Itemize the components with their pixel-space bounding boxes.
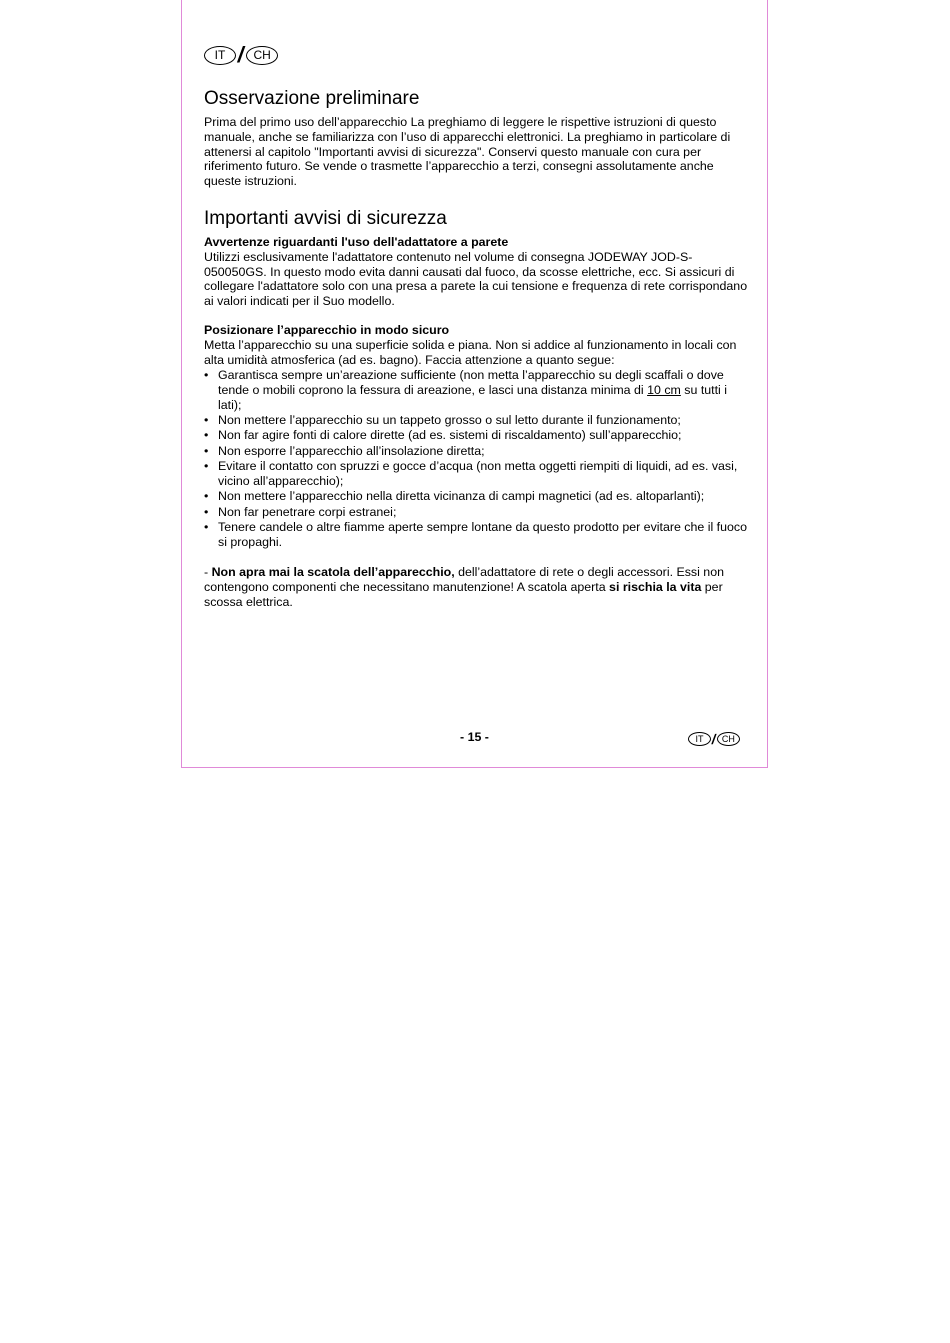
lang-slash: / — [235, 42, 247, 67]
list-item: • Evitare il contatto con spruzzi e gocce d’acqua (non metta oggetti riempiti di liquidi, ad es. vasi, vicino all’apparecchio); — [204, 459, 750, 489]
adapter-warning-block — [204, 235, 750, 309]
positioning-text: Metta l’apparecchio su una superficie solida e piana. Non si addice al funzionamento in locali con alta umidità atmosferica (ad es. bagno). Faccia attenzione a quanto segue: — [204, 337, 737, 367]
lang-ch-oval: CH — [246, 46, 278, 65]
positioning-heading: Posizionare l’apparecchio in modo sicuro — [204, 323, 450, 337]
list-item: • Non esporre l’apparecchio all’insolazione diretta; — [204, 444, 750, 459]
list-item — [204, 368, 750, 412]
housing-warning-bold: Non apra mai la scatola dell’apparecchio, — [211, 565, 455, 579]
bullet-text: su tutti i lati); — [218, 382, 727, 412]
housing-warning-end: per scossa elettrica. — [204, 579, 723, 609]
language-badge-top — [204, 44, 278, 66]
preliminary-text-block — [204, 115, 750, 189]
positioning-block — [204, 323, 750, 550]
list-item: • Non mettere l’apparecchio su un tappeto grosso o sul letto durante il funzionamento; — [204, 413, 750, 428]
adapter-warning-heading: Avvertenze riguardanti l'uso dell'adattatore a parete — [204, 235, 509, 249]
preliminary-paragraph: Prima del primo uso dell’apparecchio La preghiamo di leggere le rispettive istruzioni di questo manuale, anche se familiarizza con l’uso di apparecchi elettronici. La preghiamo in particolare di attenersi al capitolo "Importanti avvisi di sicurezza". Conservi questo manuale con cura per riferimento futuro. Se vende o trasmette l’apparecchio a terzi, consegni assolutamente anche queste istruzioni. — [204, 115, 731, 189]
housing-warning-paragraph — [204, 565, 750, 609]
safety-bullet-list — [204, 368, 750, 550]
dash-marker: - — [204, 565, 212, 579]
adapter-warning-text: Utilizzi esclusivamente l'adattatore contenuto nel volume di consegna JODEWAY JOD-S-050050GS. In questo modo evita danni causati dal fuoco, da scosse elettriche, ecc. Si assicuri di collegare l'adattatore solo con una presa a parete la cui tensione e frequenza di rete corrispondano ai valori indicati per il Suo modello. — [204, 249, 748, 309]
lang-ch-oval: CH — [717, 732, 740, 746]
housing-warning-block — [204, 565, 750, 609]
housing-warning-text: dell’adattatore di rete o degli accessori. Essi non contengono componenti che necessitano manutenzione! A scatola aperta — [204, 565, 724, 594]
section-title-preliminary: Osservazione preliminare — [204, 88, 420, 109]
list-item: • Non mettere l’apparecchio nella diretta vicinanza di campi magnetici (ad es. altoparlanti); — [204, 489, 750, 504]
bullet-text: Garantisca sempre un’areazione sufficiente (non metta l’apparecchio su degli scaffali o dove tende o mobili coprono la fessura di areazione, e lasci una distanza minima di — [218, 367, 724, 397]
list-item: • Tenere candele o altre fiamme aperte sempre lontane da questo prodotto per evitare che il fuoco si propaghi. — [204, 520, 750, 550]
language-badge-bottom — [688, 732, 740, 746]
life-risk-bold: si rischia la vita — [609, 579, 702, 594]
section-title-safety: Importanti avvisi di sicurezza — [204, 208, 447, 229]
lang-it-oval: IT — [204, 46, 236, 65]
list-item: • Non far agire fonti di calore dirette (ad es. sistemi di riscaldamento) sull’apparecchio; — [204, 428, 750, 443]
page-number: - 15 - — [460, 730, 489, 744]
lang-slash: / — [710, 731, 718, 747]
list-item: • Non far penetrare corpi estranei; — [204, 505, 750, 520]
distance-value: 10 cm — [647, 382, 681, 397]
lang-it-oval: IT — [688, 732, 711, 746]
